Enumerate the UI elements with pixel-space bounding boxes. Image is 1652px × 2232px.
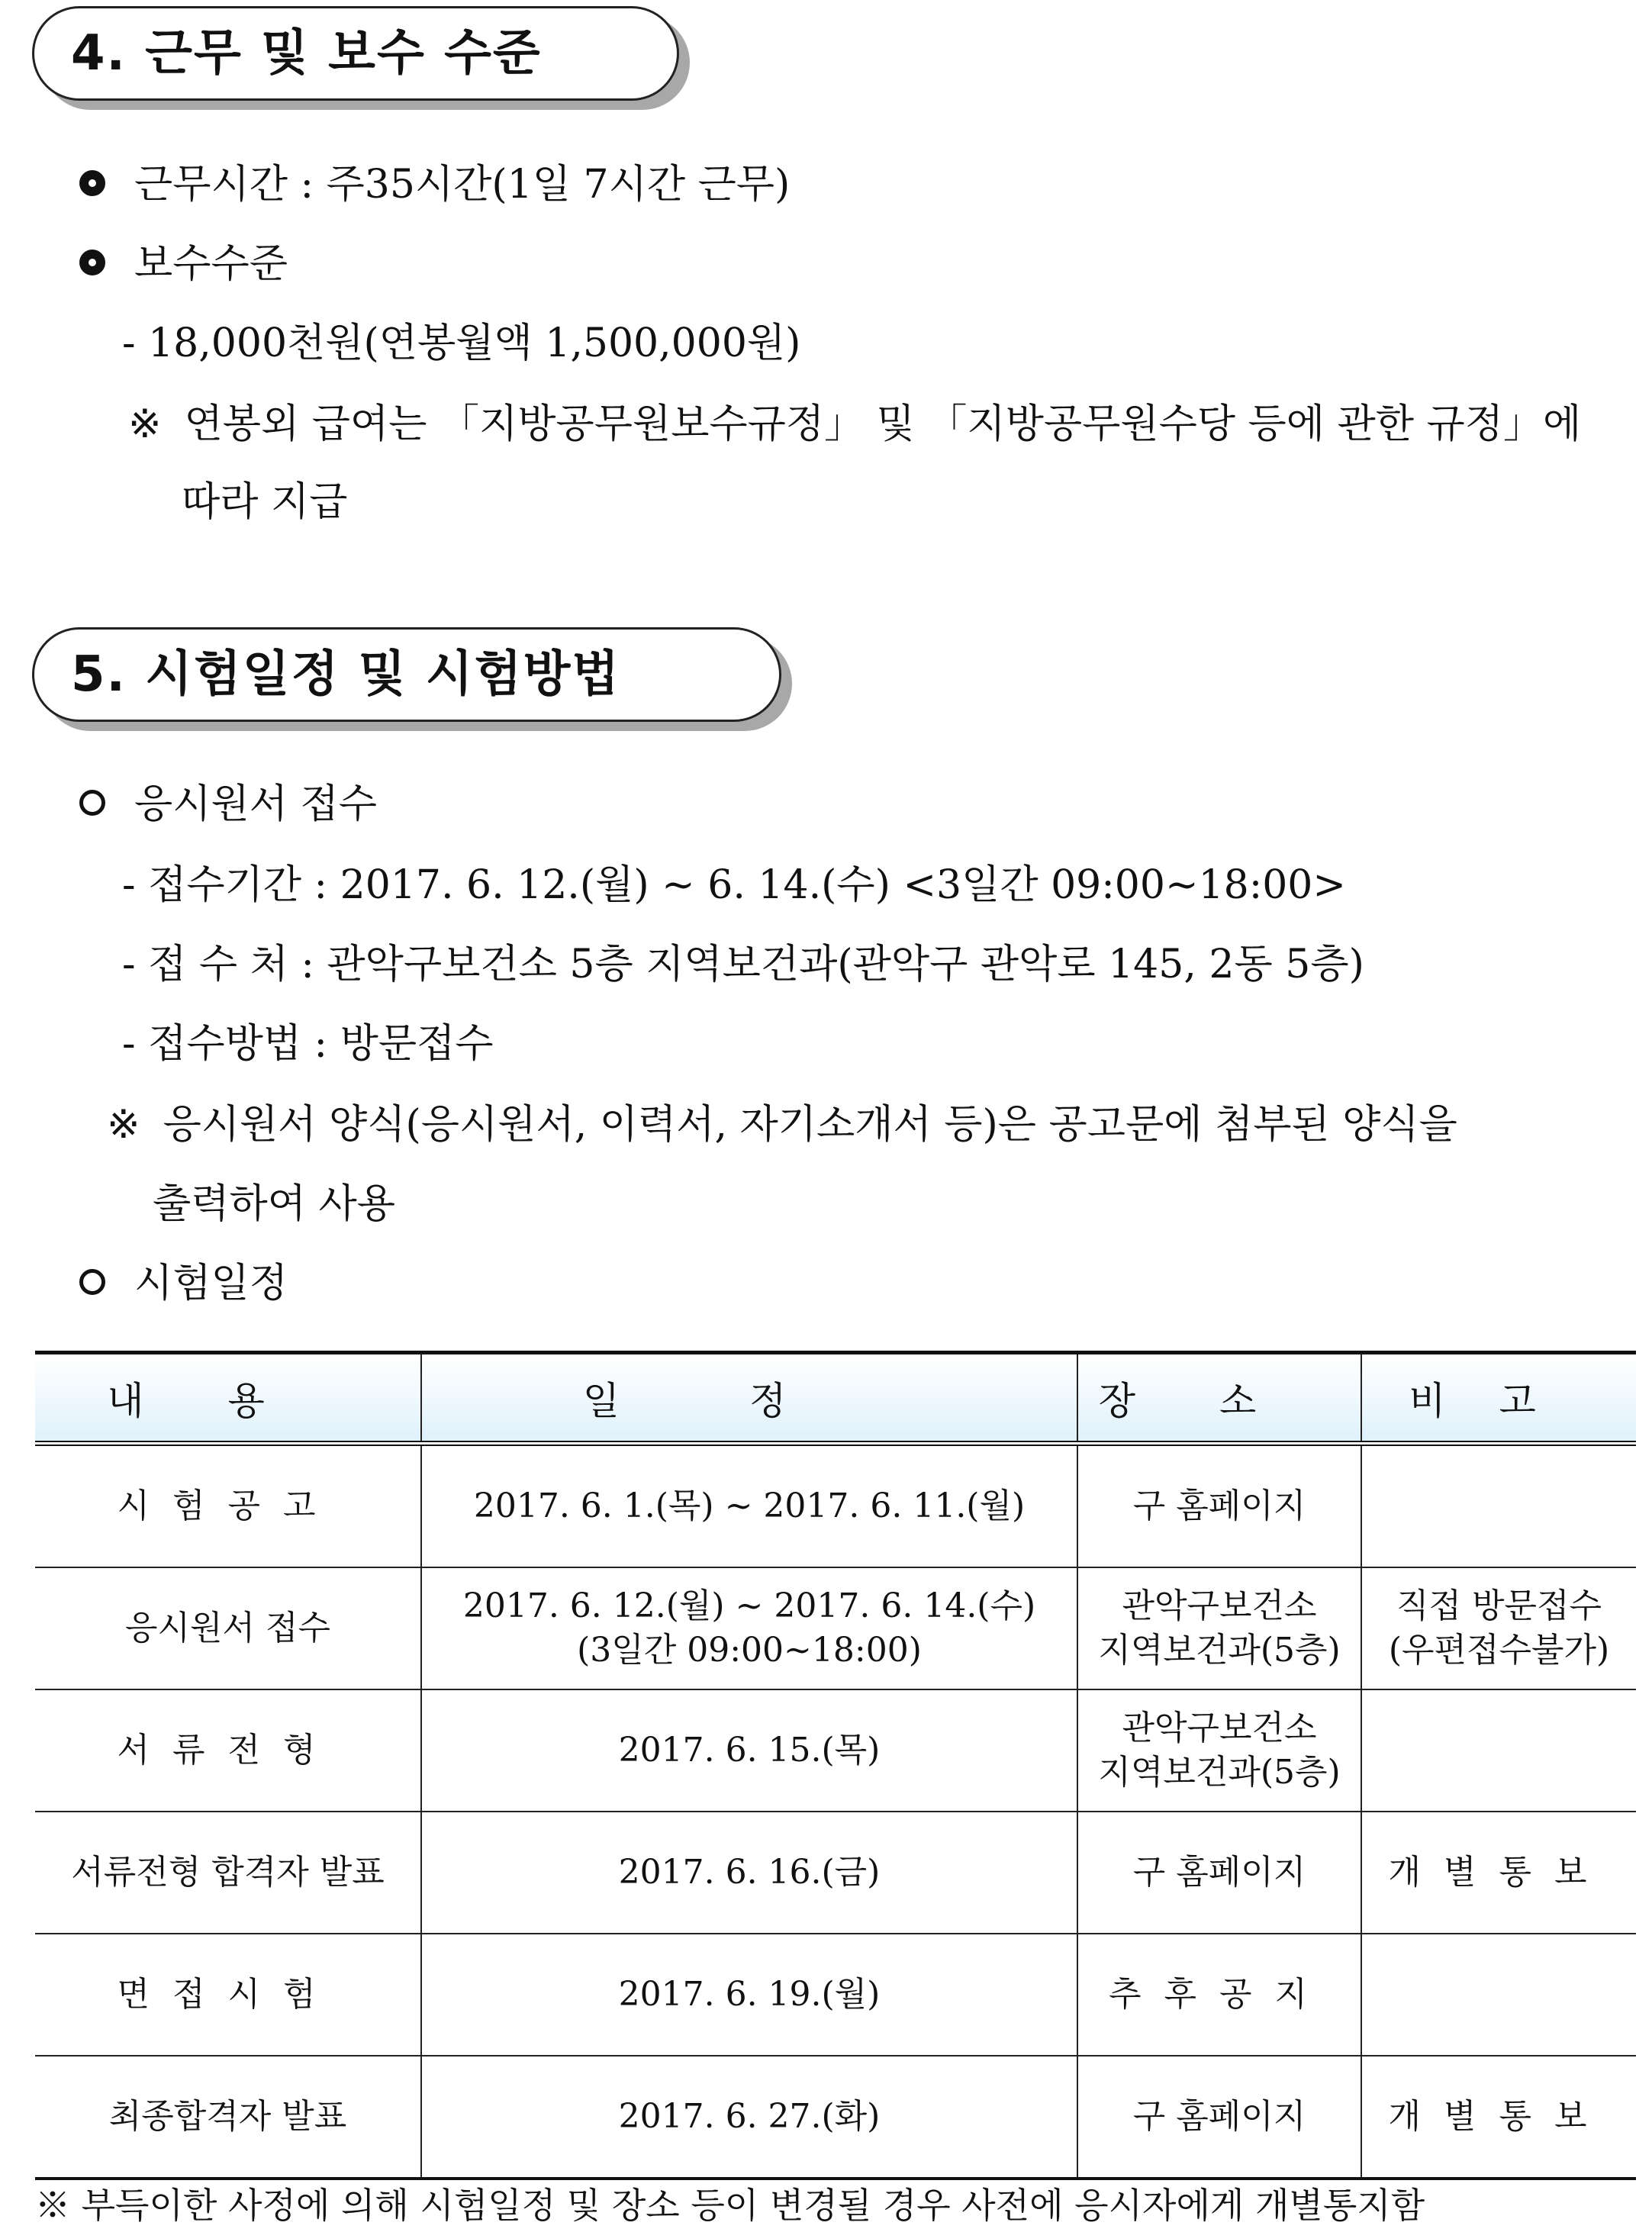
reference-mark-icon: ※ bbox=[128, 401, 162, 447]
table-row bbox=[35, 1812, 1636, 1934]
cell-content: 응시원서 접수 bbox=[35, 1567, 421, 1689]
cell-note: 개별통보 bbox=[1361, 1812, 1636, 1934]
cell-place: 관악구보건소 지역보건과(5층) bbox=[1077, 1567, 1361, 1689]
application-period: - 접수기간 : 2017. 6. 12.(월) ~ 6. 14.(수) <3일간 09:00~18:00> bbox=[122, 862, 1346, 908]
table-row bbox=[35, 1934, 1636, 2056]
cell-place: 구 홈페이지 bbox=[1077, 2056, 1361, 2179]
cell-note bbox=[1361, 1934, 1636, 2056]
schedule-title-line bbox=[79, 1259, 288, 1308]
section-5-heading: 5. 시험일정 및 시험방법 bbox=[32, 627, 781, 722]
application-title-text: 응시원서 접수 bbox=[134, 781, 377, 827]
form-note-line-1 bbox=[107, 1100, 1457, 1149]
header-date: 일정 bbox=[421, 1353, 1077, 1444]
pay-title-text: 보수수준 bbox=[134, 241, 288, 287]
header-note: 비고 bbox=[1361, 1353, 1636, 1444]
cell-date: 2017. 6. 15.(목) bbox=[421, 1689, 1077, 1812]
header-place: 장소 bbox=[1077, 1353, 1361, 1444]
table-row bbox=[35, 1689, 1636, 1812]
cell-content: 서류전형 bbox=[35, 1689, 421, 1812]
work-hours-text: 근무시간 : 주35시간(1일 7시간 근무) bbox=[134, 162, 791, 208]
work-hours-line bbox=[79, 160, 790, 209]
application-method: - 접수방법 : 방문접수 bbox=[122, 1021, 494, 1067]
cell-content: 면접시험 bbox=[35, 1934, 421, 2056]
cell-note: 개별통보 bbox=[1361, 2056, 1636, 2179]
section-4-heading: 4. 근무 및 보수 수준 bbox=[32, 6, 679, 101]
cell-place: 추후공지 bbox=[1077, 1934, 1361, 2056]
table-row bbox=[35, 1444, 1636, 1568]
filled-circle-bullet-icon bbox=[79, 250, 105, 275]
cell-date: 2017. 6. 27.(화) bbox=[421, 2056, 1077, 2179]
cell-date: 2017. 6. 16.(금) bbox=[421, 1812, 1077, 1934]
footer-note: ※ 부득이한 사정에 의해 시험일정 및 장소 등이 변경될 경우 사전에 응시자에게 개별통지함 bbox=[35, 2185, 1425, 2226]
pay-title-line bbox=[79, 240, 288, 288]
pay-note-line-1 bbox=[128, 400, 1581, 449]
cell-place: 구 홈페이지 bbox=[1077, 1812, 1361, 1934]
cell-content: 최종합격자 발표 bbox=[35, 2056, 421, 2179]
form-note-text-1: 응시원서 양식(응시원서, 이력서, 자기소개서 등)은 공고문에 첨부된 양식을 bbox=[163, 1102, 1457, 1148]
application-title-line bbox=[79, 780, 377, 829]
application-place: - 접 수 처 : 관악구보건소 5층 지역보건과(관악구 관악로 145, 2동 5층) bbox=[122, 942, 1364, 987]
form-note-line-2: 출력하여 사용 bbox=[153, 1181, 395, 1227]
table-header-row bbox=[35, 1353, 1636, 1444]
cell-place: 관악구보건소 지역보건과(5층) bbox=[1077, 1689, 1361, 1812]
filled-circle-bullet-icon bbox=[79, 170, 105, 196]
table-row bbox=[35, 2056, 1636, 2179]
pay-note-line-2: 따라 지급 bbox=[182, 479, 348, 525]
pay-note-text-1: 연봉외 급여는 「지방공무원보수규정」 및 「지방공무원수당 등에 관한 규정」에 bbox=[184, 401, 1582, 447]
cell-date: 2017. 6. 19.(월) bbox=[421, 1934, 1077, 2056]
header-content: 내용 bbox=[35, 1353, 421, 1444]
pay-amount: - 18,000천원(연봉월액 1,500,000원) bbox=[122, 320, 801, 366]
cell-place: 구 홈페이지 bbox=[1077, 1444, 1361, 1568]
open-circle-bullet-icon bbox=[79, 790, 105, 816]
cell-content: 시험공고 bbox=[35, 1444, 421, 1568]
schedule-title-text: 시험일정 bbox=[134, 1261, 288, 1306]
cell-date: 2017. 6. 12.(월) ~ 2017. 6. 14.(수) (3일간 09:00~18:00) bbox=[421, 1567, 1077, 1689]
cell-note bbox=[1361, 1689, 1636, 1812]
open-circle-bullet-icon bbox=[79, 1269, 105, 1295]
cell-note: 직접 방문접수 (우편접수불가) bbox=[1361, 1567, 1636, 1689]
cell-date: 2017. 6. 1.(목) ~ 2017. 6. 11.(월) bbox=[421, 1444, 1077, 1568]
cell-note bbox=[1361, 1444, 1636, 1568]
reference-mark-icon: ※ bbox=[107, 1102, 140, 1148]
table-row bbox=[35, 1567, 1636, 1689]
cell-content: 서류전형 합격자 발표 bbox=[35, 1812, 421, 1934]
schedule-table bbox=[35, 1351, 1636, 2180]
